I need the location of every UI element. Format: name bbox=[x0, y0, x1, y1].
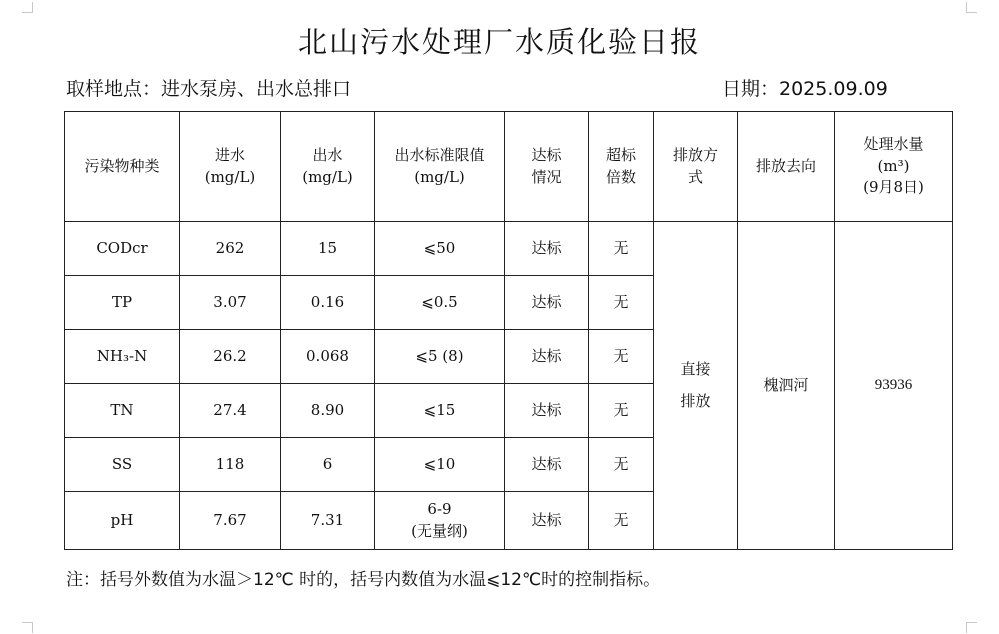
limit-value: ⩽0.5 bbox=[375, 276, 505, 330]
header-pollutant: 污染物种类 bbox=[65, 112, 180, 222]
inlet-value: 27.4 bbox=[180, 384, 281, 438]
outlet-value: 8.90 bbox=[281, 384, 375, 438]
discharge-method: 直接 排放 bbox=[654, 222, 738, 550]
page-corner-mark bbox=[22, 622, 33, 633]
inlet-value: 118 bbox=[180, 438, 281, 492]
page-corner-mark bbox=[966, 2, 977, 13]
pollutant-name: SS bbox=[65, 438, 180, 492]
limit-value: 6-9 (无量纲) bbox=[375, 492, 505, 550]
water-quality-table bbox=[64, 111, 953, 550]
header-treated-volume: 处理水量 (m³) (9月8日) bbox=[835, 112, 953, 222]
header-discharge-destination: 排放去向 bbox=[738, 112, 835, 222]
report-date: 日期：2025.09.09 bbox=[722, 78, 888, 100]
exceed-multiple: 无 bbox=[589, 276, 654, 330]
inlet-value: 3.07 bbox=[180, 276, 281, 330]
compliance-status: 达标 bbox=[505, 330, 589, 384]
limit-value: ⩽5 (8) bbox=[375, 330, 505, 384]
report-title: 北山污水处理厂水质化验日报 bbox=[297, 25, 701, 59]
page-corner-mark bbox=[22, 2, 33, 13]
limit-value: ⩽50 bbox=[375, 222, 505, 276]
exceed-multiple: 无 bbox=[589, 438, 654, 492]
page-corner-mark bbox=[966, 622, 977, 633]
pollutant-name: NH₃-N bbox=[65, 330, 180, 384]
compliance-status: 达标 bbox=[505, 276, 589, 330]
header-limit: 出水标准限值 (mg/L) bbox=[375, 112, 505, 222]
header-discharge-method: 排放方式 bbox=[654, 112, 738, 222]
compliance-status: 达标 bbox=[505, 492, 589, 550]
exceed-multiple: 无 bbox=[589, 222, 654, 276]
exceed-multiple: 无 bbox=[589, 330, 654, 384]
pollutant-name: TN bbox=[65, 384, 180, 438]
pollutant-name: CODcr bbox=[65, 222, 180, 276]
compliance-status: 达标 bbox=[505, 222, 589, 276]
inlet-value: 262 bbox=[180, 222, 281, 276]
inlet-value: 7.67 bbox=[180, 492, 281, 550]
compliance-status: 达标 bbox=[505, 438, 589, 492]
exceed-multiple: 无 bbox=[589, 492, 654, 550]
limit-value: ⩽10 bbox=[375, 438, 505, 492]
pollutant-name: TP bbox=[65, 276, 180, 330]
table-row bbox=[65, 222, 953, 276]
footnote: 注：括号外数值为水温＞12℃ 时的，括号内数值为水温⩽12℃时的控制指标。 bbox=[66, 570, 661, 590]
exceed-multiple: 无 bbox=[589, 384, 654, 438]
header-inlet: 进水 (mg/L) bbox=[180, 112, 281, 222]
compliance-status: 达标 bbox=[505, 384, 589, 438]
discharge-destination: 槐泗河 bbox=[738, 222, 835, 550]
limit-value: ⩽15 bbox=[375, 384, 505, 438]
sampling-location: 取样地点：进水泵房、出水总排口 bbox=[66, 78, 352, 100]
outlet-value: 0.068 bbox=[281, 330, 375, 384]
outlet-value: 7.31 bbox=[281, 492, 375, 550]
header-exceed: 超标倍数 bbox=[589, 112, 654, 222]
header-compliance: 达标情况 bbox=[505, 112, 589, 222]
outlet-value: 0.16 bbox=[281, 276, 375, 330]
inlet-value: 26.2 bbox=[180, 330, 281, 384]
treated-volume: 93936 bbox=[835, 222, 953, 550]
pollutant-name: pH bbox=[65, 492, 180, 550]
outlet-value: 6 bbox=[281, 438, 375, 492]
header-row bbox=[65, 112, 953, 222]
header-outlet: 出水 (mg/L) bbox=[281, 112, 375, 222]
outlet-value: 15 bbox=[281, 222, 375, 276]
